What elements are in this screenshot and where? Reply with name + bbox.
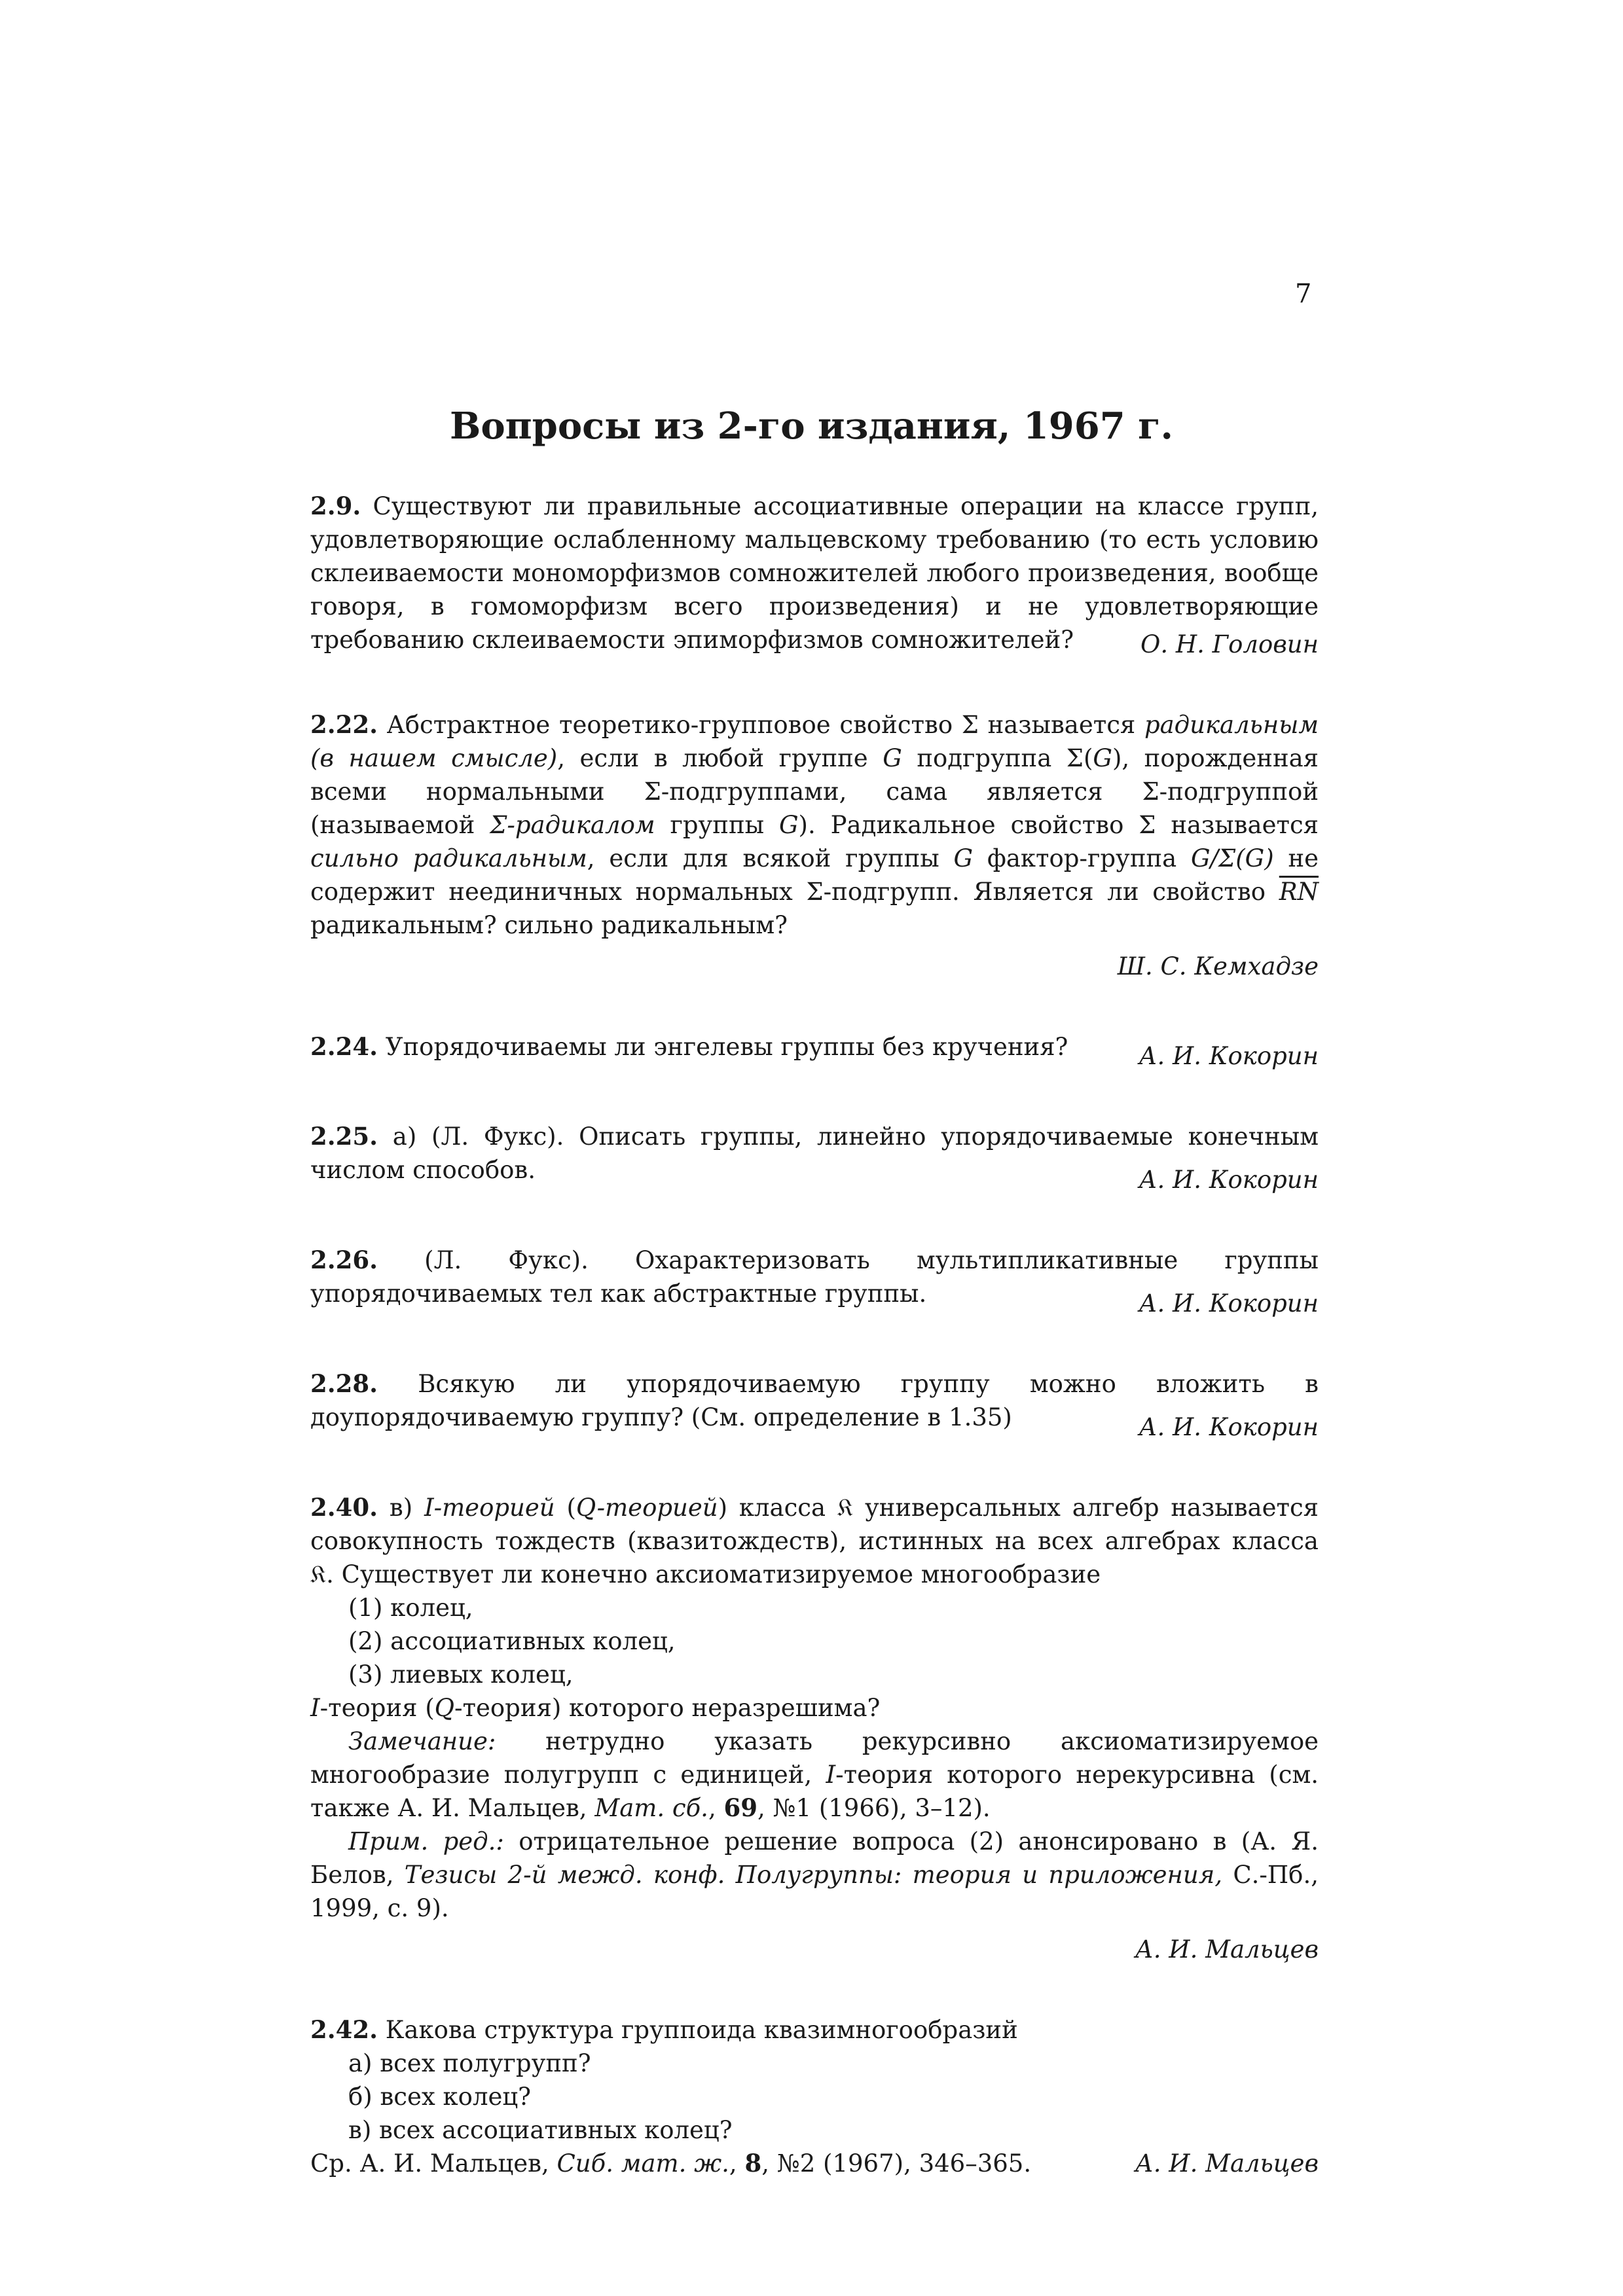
problem-number: 2.24.	[310, 1032, 378, 1061]
list-item: б) всех колец?	[348, 2083, 531, 2111]
journal-name: Мат. сб.	[594, 1794, 708, 1822]
math-g: G	[883, 744, 902, 772]
text-part: ,	[708, 1794, 724, 1822]
math-i: I	[310, 1694, 320, 1722]
text-part: (	[555, 1494, 576, 1522]
text-part: -теория) которого неразрешима?	[454, 1694, 881, 1722]
text-part: фактор-группа	[973, 844, 1192, 872]
problem-2-24	[310, 1030, 1319, 1073]
list-item: (2) ассоциативных колец,	[348, 1627, 676, 1655]
problem-author: А. И. Кокорин	[1139, 1166, 1319, 1194]
text-part: радикальным? сильно радикальным?	[310, 911, 788, 939]
problem-2-42	[310, 2013, 1319, 2180]
problem-2-28	[310, 1367, 1319, 1444]
text-part: нетрудно указать рекурсивно аксиоматизируемое многообразие полугрупп с единицей,	[310, 1727, 1319, 1789]
math-rn: $\overline{RN}$	[1279, 878, 1319, 906]
page-number: 7	[1295, 279, 1312, 309]
source-title: Тезисы 2-й межд. конф. Полугруппы: теория и приложения,	[404, 1861, 1223, 1889]
math-g: G	[1093, 744, 1112, 772]
text-part: группы	[655, 811, 779, 839]
problem-2-26	[310, 1244, 1319, 1320]
list-item: (3) лиевых колец,	[348, 1660, 574, 1689]
math-g: G	[778, 811, 799, 839]
problems-list	[310, 490, 1319, 2180]
journal-name: Сиб. мат. ж.	[556, 2149, 729, 2178]
problem-text: Всякую ли упорядочиваемую группу можно вложить в доупорядочиваемую группу? (См. определение в 1.35)	[310, 1370, 1319, 1431]
problem-text: а) (Л. Фукс). Описать группы, линейно упорядочиваемые конечным числом способов.	[310, 1122, 1319, 1184]
editor-note	[310, 1825, 1319, 1925]
problem-2-9	[310, 490, 1319, 661]
text-part: не содержит неединичных нормальных Σ-подгрупп. Является ли свойство	[310, 844, 1319, 906]
term-i-theory: I-теорией	[424, 1494, 555, 1522]
text-part: С.-Пб., 1999, с. 9).	[310, 1861, 1319, 1922]
problem-author: А. И. Мальцев	[1135, 1935, 1319, 1964]
text-part: отрицательное решение вопроса (2) анонсировано в (А. Я. Белов,	[310, 1827, 1319, 1889]
problem-2-22	[310, 708, 1319, 983]
text-part: ). Радикальное свойство Σ называется	[798, 811, 1319, 839]
list-item: а) всех полугрупп?	[348, 2049, 591, 2077]
problem-text: Какова структура группоида квазимногообразий	[385, 2016, 1018, 2044]
problem-author: О. Н. Головин	[1140, 630, 1319, 658]
text-part: , если в любой группе	[557, 744, 883, 772]
problem-number: 2.40.	[310, 1493, 378, 1522]
problem-author: Ш. С. Кемхадзе	[1117, 952, 1319, 980]
text-part: ) класса 𝔎 универсальных алгебр называется совокупность тождеств (квазитождеств), истинных на всех алгебрах класса 𝔎. Существует ли конечно аксиоматизируемое многообразие	[310, 1494, 1319, 1588]
term-q-theory: Q-теорией	[575, 1494, 718, 1522]
volume: 69	[723, 1793, 757, 1822]
problem-author: А. И. Кокорин	[1139, 1289, 1319, 1318]
text-part: -теория (	[319, 1694, 435, 1722]
problem-author: А. И. Кокорин	[1139, 1042, 1319, 1070]
problem-text: Упорядочиваемы ли энгелевы группы без кручения?	[385, 1033, 1068, 1061]
text-part: ,	[729, 2149, 745, 2178]
text-part: Абстрактное теоретико-групповое свойство Σ называется	[386, 711, 1144, 739]
editor-note-label: Прим. ред.:	[348, 1827, 504, 1856]
problem-text: (Л. Фукс). Охарактеризовать мультипликативные группы упорядочиваемых тел как абстрактные группы.	[310, 1246, 1319, 1308]
page-title: Вопросы из 2-го издания, 1967 г.	[450, 404, 1173, 448]
text-part: -теория которого нерекурсивна (см. также А. И. Мальцев,	[310, 1761, 1319, 1822]
problem-number: 2.22.	[310, 710, 378, 739]
term-sigma-radical: Σ-радикалом	[490, 811, 655, 839]
problem-2-40	[310, 1491, 1319, 1966]
problem-text: Существуют ли правильные ассоциативные операции на классе групп, удовлетворяющие ослабленному мальцевскому требованию (то есть условию склеиваемости мономорфизмов сомножителей любого произведения, вообще говоря, в гомоморфизм всего произведения) и не удовлетворяющие требованию склеиваемости эпиморфизмов сомножителей?	[310, 492, 1319, 654]
list-item: (1) колец,	[348, 1594, 473, 1622]
problem-author: А. И. Мальцев	[1135, 2149, 1319, 2178]
reference-line	[310, 2147, 1319, 2180]
remark	[310, 1725, 1319, 1825]
problem-number: 2.9.	[310, 492, 361, 520]
list-item: в) всех ассоциативных колец?	[348, 2116, 733, 2144]
term-radical: радикальным (в нашем смысле)	[310, 711, 1319, 772]
math-quotient: G/Σ(G)	[1191, 844, 1274, 872]
problem-2-25	[310, 1120, 1319, 1196]
term-strongly-radical: сильно радикальным	[310, 844, 587, 872]
text-part: в)	[389, 1494, 424, 1522]
math-g: G	[953, 844, 974, 872]
problem-number: 2.26.	[310, 1246, 378, 1274]
math-i: I	[826, 1761, 836, 1789]
problem-author: А. И. Кокорин	[1139, 1413, 1319, 1441]
problem-number: 2.28.	[310, 1369, 378, 1398]
math-q: Q	[434, 1694, 454, 1722]
problem-number: 2.42.	[310, 2015, 378, 2044]
remark-label: Замечание:	[348, 1727, 496, 1755]
volume: 8	[744, 2149, 762, 2178]
text-part: ), порожденная всеми нормальными Σ-подгруппами, сама является Σ-подгруппой (называемой	[310, 744, 1319, 839]
text-part: , №2 (1967), 346–365.	[761, 2149, 1032, 2178]
text-part: , №1 (1966), 3–12).	[757, 1794, 991, 1822]
text-part: подгруппа Σ(	[902, 744, 1093, 772]
text-part: , если для всякой группы	[587, 844, 954, 872]
problem-number: 2.25.	[310, 1122, 378, 1151]
text-part: Ср. А. И. Мальцев,	[310, 2149, 557, 2178]
